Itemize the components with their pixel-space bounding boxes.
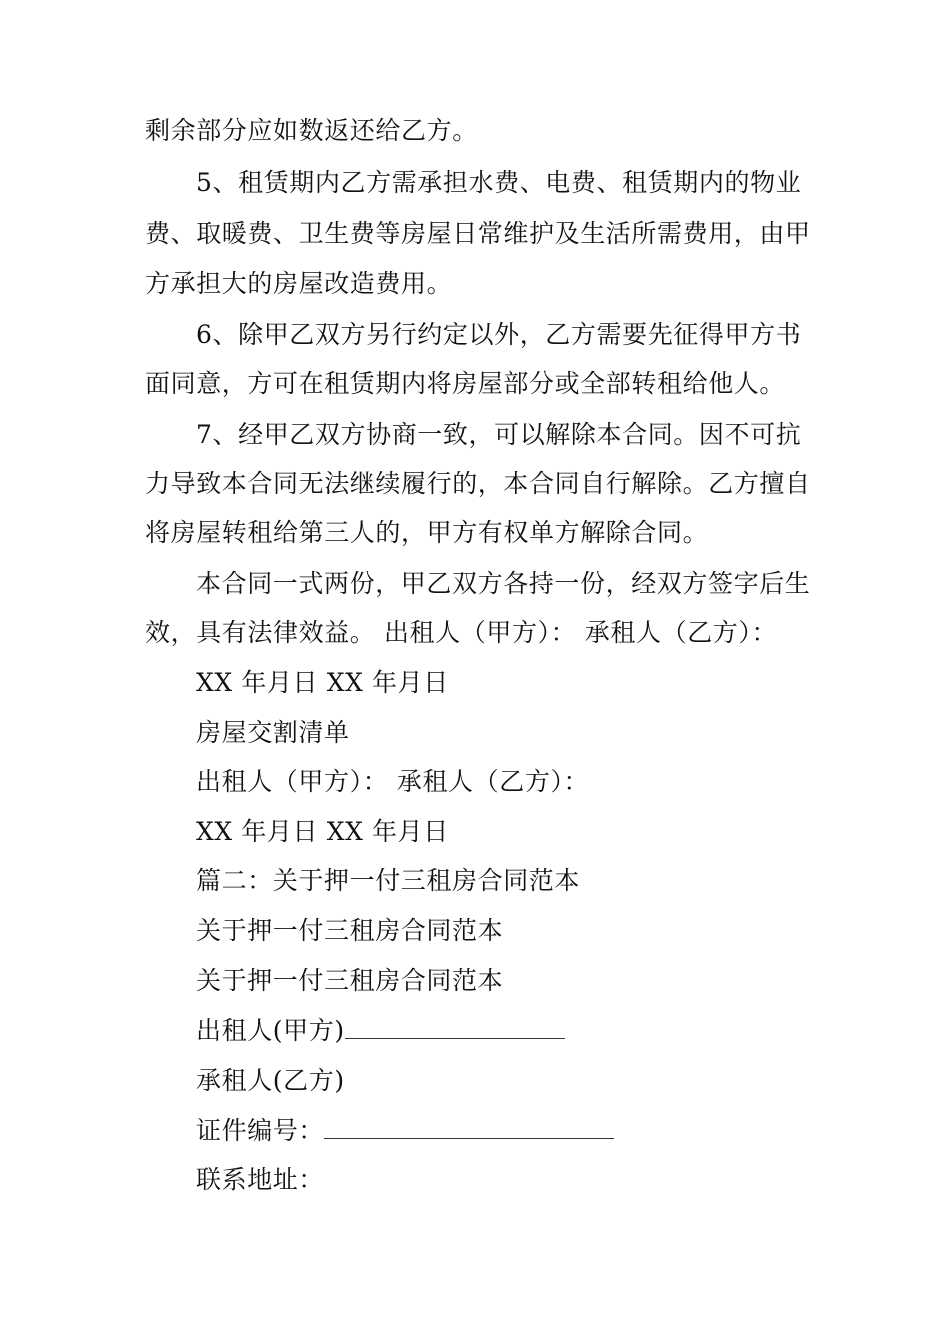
id-number-blank	[324, 1116, 614, 1139]
lessor-field	[196, 1016, 565, 1046]
text-line: 将房屋转租给第三人的，甲方有权单方解除合同。	[145, 518, 709, 547]
contract-title: 关于押一付三租房合同范本	[196, 966, 504, 995]
text-line: 7、经甲乙双方协商一致，可以解除本合同。因不可抗	[196, 420, 802, 449]
text-line: 方承担大的房屋改造费用。	[145, 269, 453, 298]
text-line: 面同意，方可在租赁期内将房屋部分或全部转租给他人。	[145, 369, 786, 398]
lessee-field	[196, 1066, 345, 1096]
lessor-label: 出租人(甲方)	[196, 1016, 345, 1045]
text-line: 本合同一式两份，甲乙双方各持一份，经双方签字后生	[196, 569, 811, 598]
text-line: 6、除甲乙双方另行约定以外，乙方需要先征得甲方书	[196, 320, 802, 349]
id-number-field	[196, 1116, 614, 1146]
signature-line: 出租人（甲方）： 承租人（乙方）：	[196, 767, 590, 796]
date-line: XX 年月日 XX 年月日	[196, 668, 449, 697]
text-line: 力导致本合同无法继续履行的，本合同自行解除。乙方擅自	[145, 469, 811, 498]
text-line: 5、租赁期内乙方需承担水费、电费、租赁期内的物业	[196, 168, 802, 197]
chapter-heading: 篇二：关于押一付三租房合同范本	[196, 866, 581, 895]
section-heading: 房屋交割清单	[196, 718, 350, 747]
contract-title: 关于押一付三租房合同范本	[196, 916, 504, 945]
text-line: 剩余部分应如数返还给乙方。	[145, 116, 478, 145]
id-number-label: 证件编号：	[196, 1116, 325, 1145]
lessor-blank	[345, 1016, 565, 1039]
date-line: XX 年月日 XX 年月日	[196, 817, 449, 846]
text-line: 费、取暖费、卫生费等房屋日常维护及生活所需费用，由甲	[145, 219, 811, 248]
text-line: 效，具有法律效益。 出租人（甲方）： 承租人（乙方）：	[145, 618, 778, 647]
address-label: 联系地址：	[196, 1165, 325, 1194]
address-field	[196, 1165, 324, 1195]
lessee-label: 承租人(乙方)	[196, 1066, 345, 1095]
